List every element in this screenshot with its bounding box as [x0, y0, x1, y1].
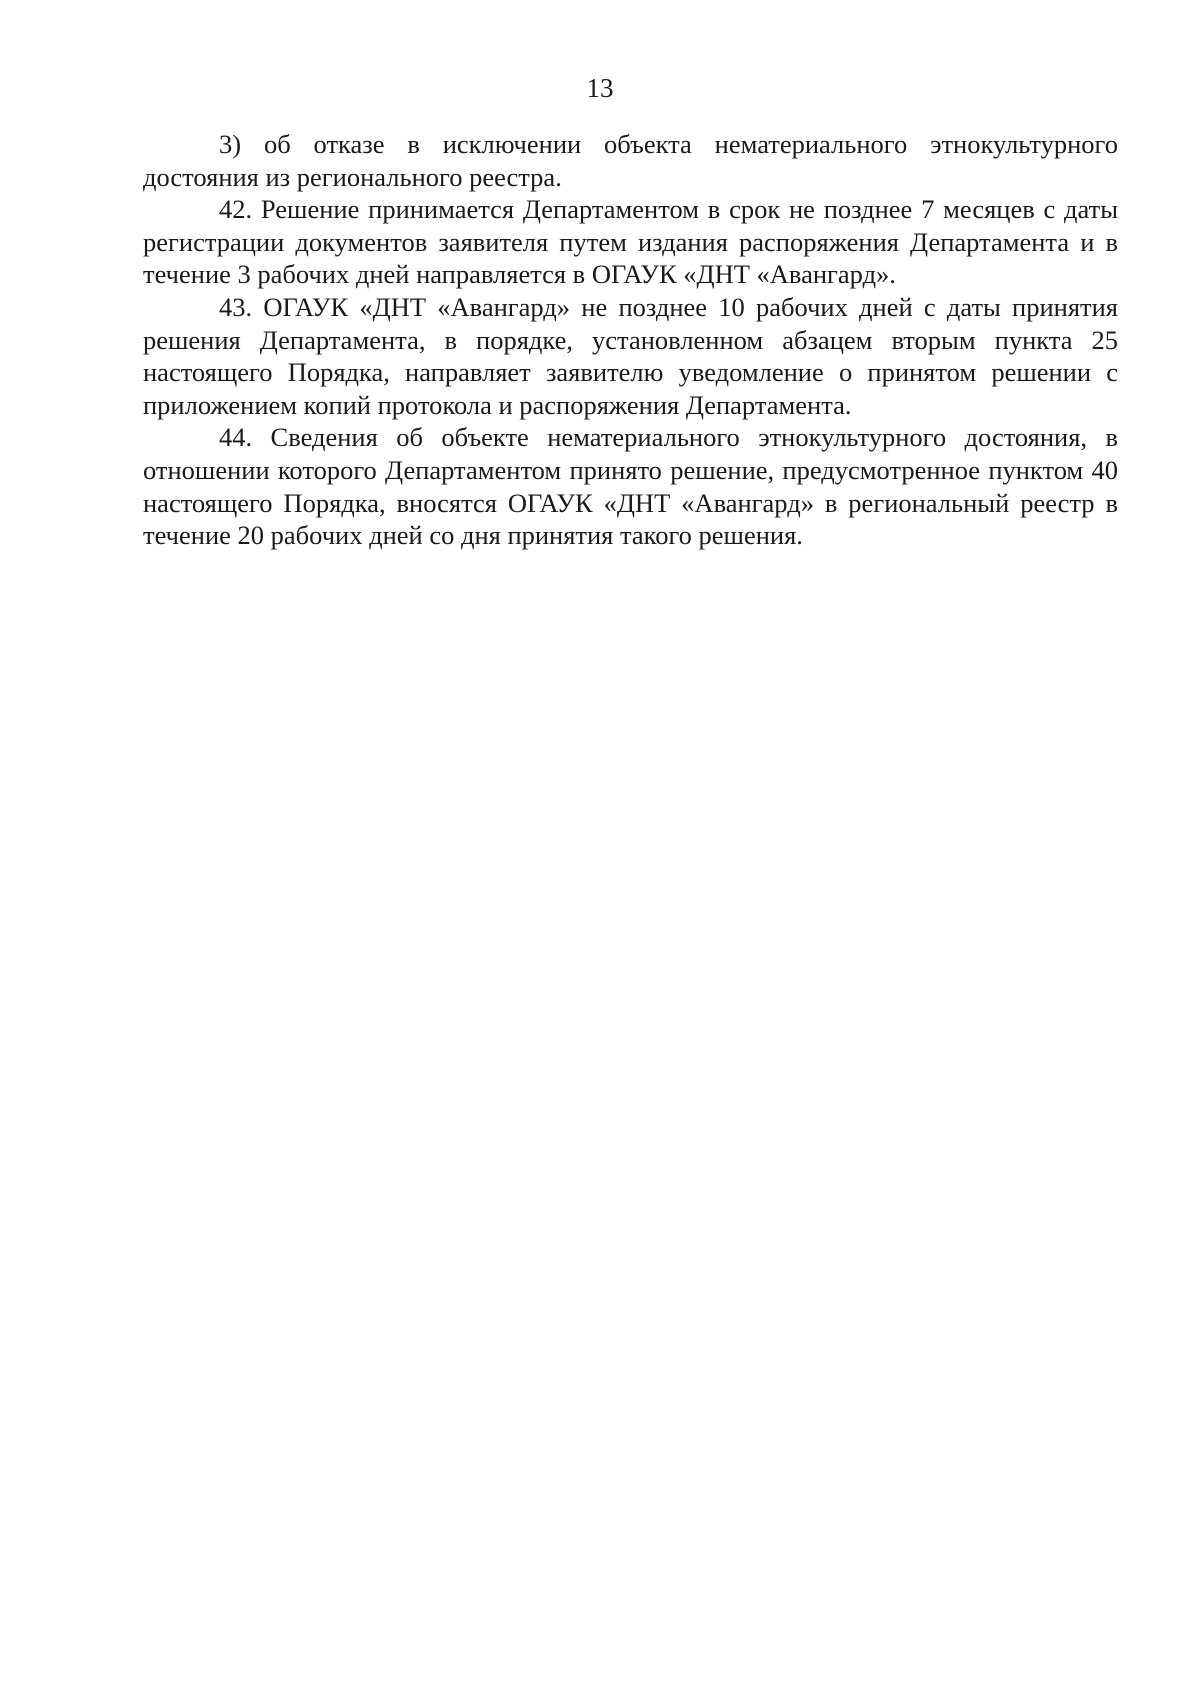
- paragraph-item-44: 44. Сведения об объекте нематериального этнокультурного достояния, в отношении которого Департаментом принято решение, предусмотренное пунктом 40 настоящего Порядка, вносятся ОГАУК «ДНТ «Авангард» в региональный реестр в течение 20 рабочих дней со дня принятия такого решения.: [143, 422, 1118, 551]
- document-body: [143, 128, 1118, 552]
- paragraph-item-43: 43. ОГАУК «ДНТ «Авангард» не позднее 10 рабочих дней с даты принятия решения Департамента, в порядке, установленном абзацем вторым пункта 25 настоящего Порядка, направляет заявителю уведомление о принятом решении с приложением копий протокола и распоряжения Департамента.: [143, 291, 1118, 420]
- paragraph-item-42: 42. Решение принимается Департаментом в срок не позднее 7 месяцев с даты регистрации документов заявителя путем издания распоряжения Департамента и в течение 3 рабочих дней направляется в ОГАУК «ДНТ «Авангард».: [143, 194, 1118, 290]
- paragraph-item-3: 3) об отказе в исключении объекта нематериального этнокультурного достояния из регионального реестра.: [143, 129, 1118, 192]
- page-number: 13: [586, 73, 614, 103]
